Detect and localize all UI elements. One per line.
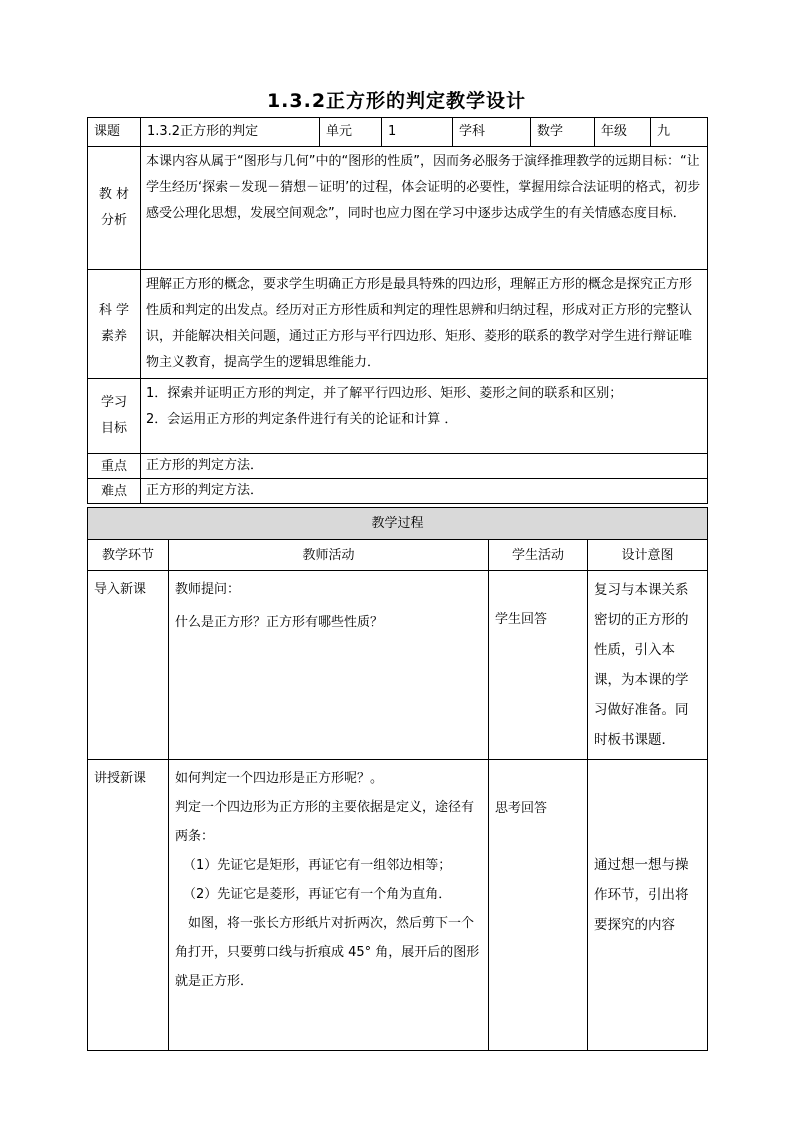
teacher-line: 如图，将一张长方形纸片对折两次，然后剪下一个角打开，只要剪口线与折痕成 45° 角，展开后的图形就是正方形． [175, 916, 480, 989]
objectives-label: 学习 目标 [88, 379, 141, 454]
teacher-line: 教师提问： [175, 582, 241, 597]
student-activity-text: 学生回答 [495, 612, 548, 627]
teacher-activity-cell [169, 760, 489, 1051]
teacher-activity-cell [169, 571, 489, 760]
teacher-line: （2）先证它是菱形，再证它有一个角为直角． [183, 887, 452, 902]
key-point-text: 正方形的判定方法． [141, 454, 708, 479]
literacy-text: 理解正方形的概念，要求学生明确正方形是最具特殊的四边形，理解正方形的概念是探究正方形性质和判定的出发点。经历对正方形性质和判定的理性思辨和归纳过程，形成对正方形的完整认识，并能解决相关问题，通过正方形与平行四边形、矩形、菱形的联系的教学对学生进行辩证唯物主义教育，提高学生的逻辑思维能力． [141, 270, 708, 379]
column-header-teacher: 教师活动 [169, 540, 489, 571]
literacy-label: 科 学 素养 [88, 270, 141, 379]
student-activity-cell [489, 571, 588, 760]
key-point-label: 重点 [88, 454, 141, 479]
course-value: 1.3.2正方形的判定 [141, 118, 320, 147]
stage-cell: 导入新课 [88, 571, 169, 760]
column-header-stage: 教学环节 [88, 540, 169, 571]
analysis-label: 教 材 分析 [88, 147, 141, 270]
design-intent-text: 通过想一想与操作环节，引出将要探究的内容 [594, 857, 689, 933]
subject-value: 数学 [531, 118, 595, 147]
grade-value: 九 [651, 118, 708, 147]
student-activity-text: 思考回答 [495, 801, 548, 816]
table-row [88, 571, 708, 760]
objectives-list [141, 379, 708, 454]
stage-cell: 讲授新课 [88, 760, 169, 1051]
design-intent-cell: 复习与本课关系密切的正方形的性质，引入本课，为本课的学习做好准备。同时板书课题． [588, 571, 708, 760]
difficulty-label: 难点 [88, 479, 141, 504]
process-header: 教学过程 [88, 508, 708, 540]
teacher-line: 判定一个四边形为正方形的主要依据是定义，途径有两条： [175, 800, 475, 844]
difficulty-text: 正方形的判定方法． [141, 479, 708, 504]
objective-item: 1．探索并证明正方形的判定，并了解平行四边形、矩形、菱形之间的联系和区别； [146, 386, 623, 401]
subject-label: 学科 [453, 118, 531, 147]
column-header-student: 学生活动 [489, 540, 588, 571]
teacher-line: 什么是正方形？正方形有哪些性质？ [175, 615, 384, 630]
unit-label: 单元 [320, 118, 382, 147]
analysis-text: 本课内容从属于“图形与几何”中的“图形的性质”，因而务必服务于演绎推理教学的远期目标：“让学生经历‘探索－发现－猜想－证明’的过程，体会证明的必要性，掌握用综合法证明的格式，初步感受公理化思想，发展空间观念”，同时也应力图在学习中逐步达成学生的有关情感态度目标． [141, 147, 708, 270]
teacher-line: 如何判定一个四边形是正方形呢？。 [175, 771, 384, 786]
design-intent-cell [588, 760, 708, 1051]
objective-item: 2．会运用正方形的判定条件进行有关的论证和计算 ． [146, 412, 458, 427]
grade-label: 年级 [595, 118, 651, 147]
table-row [88, 760, 708, 1051]
student-activity-cell [489, 760, 588, 1051]
lesson-info-table [87, 117, 708, 504]
unit-value: 1 [382, 118, 453, 147]
course-label: 课题 [88, 118, 141, 147]
teaching-process-table [87, 507, 708, 1051]
page-title: 1.3.2正方形的判定教学设计 [266, 90, 527, 112]
column-header-intent: 设计意图 [588, 540, 708, 571]
teacher-line: （1）先证它是矩形，再证它有一组邻边相等； [183, 858, 452, 873]
